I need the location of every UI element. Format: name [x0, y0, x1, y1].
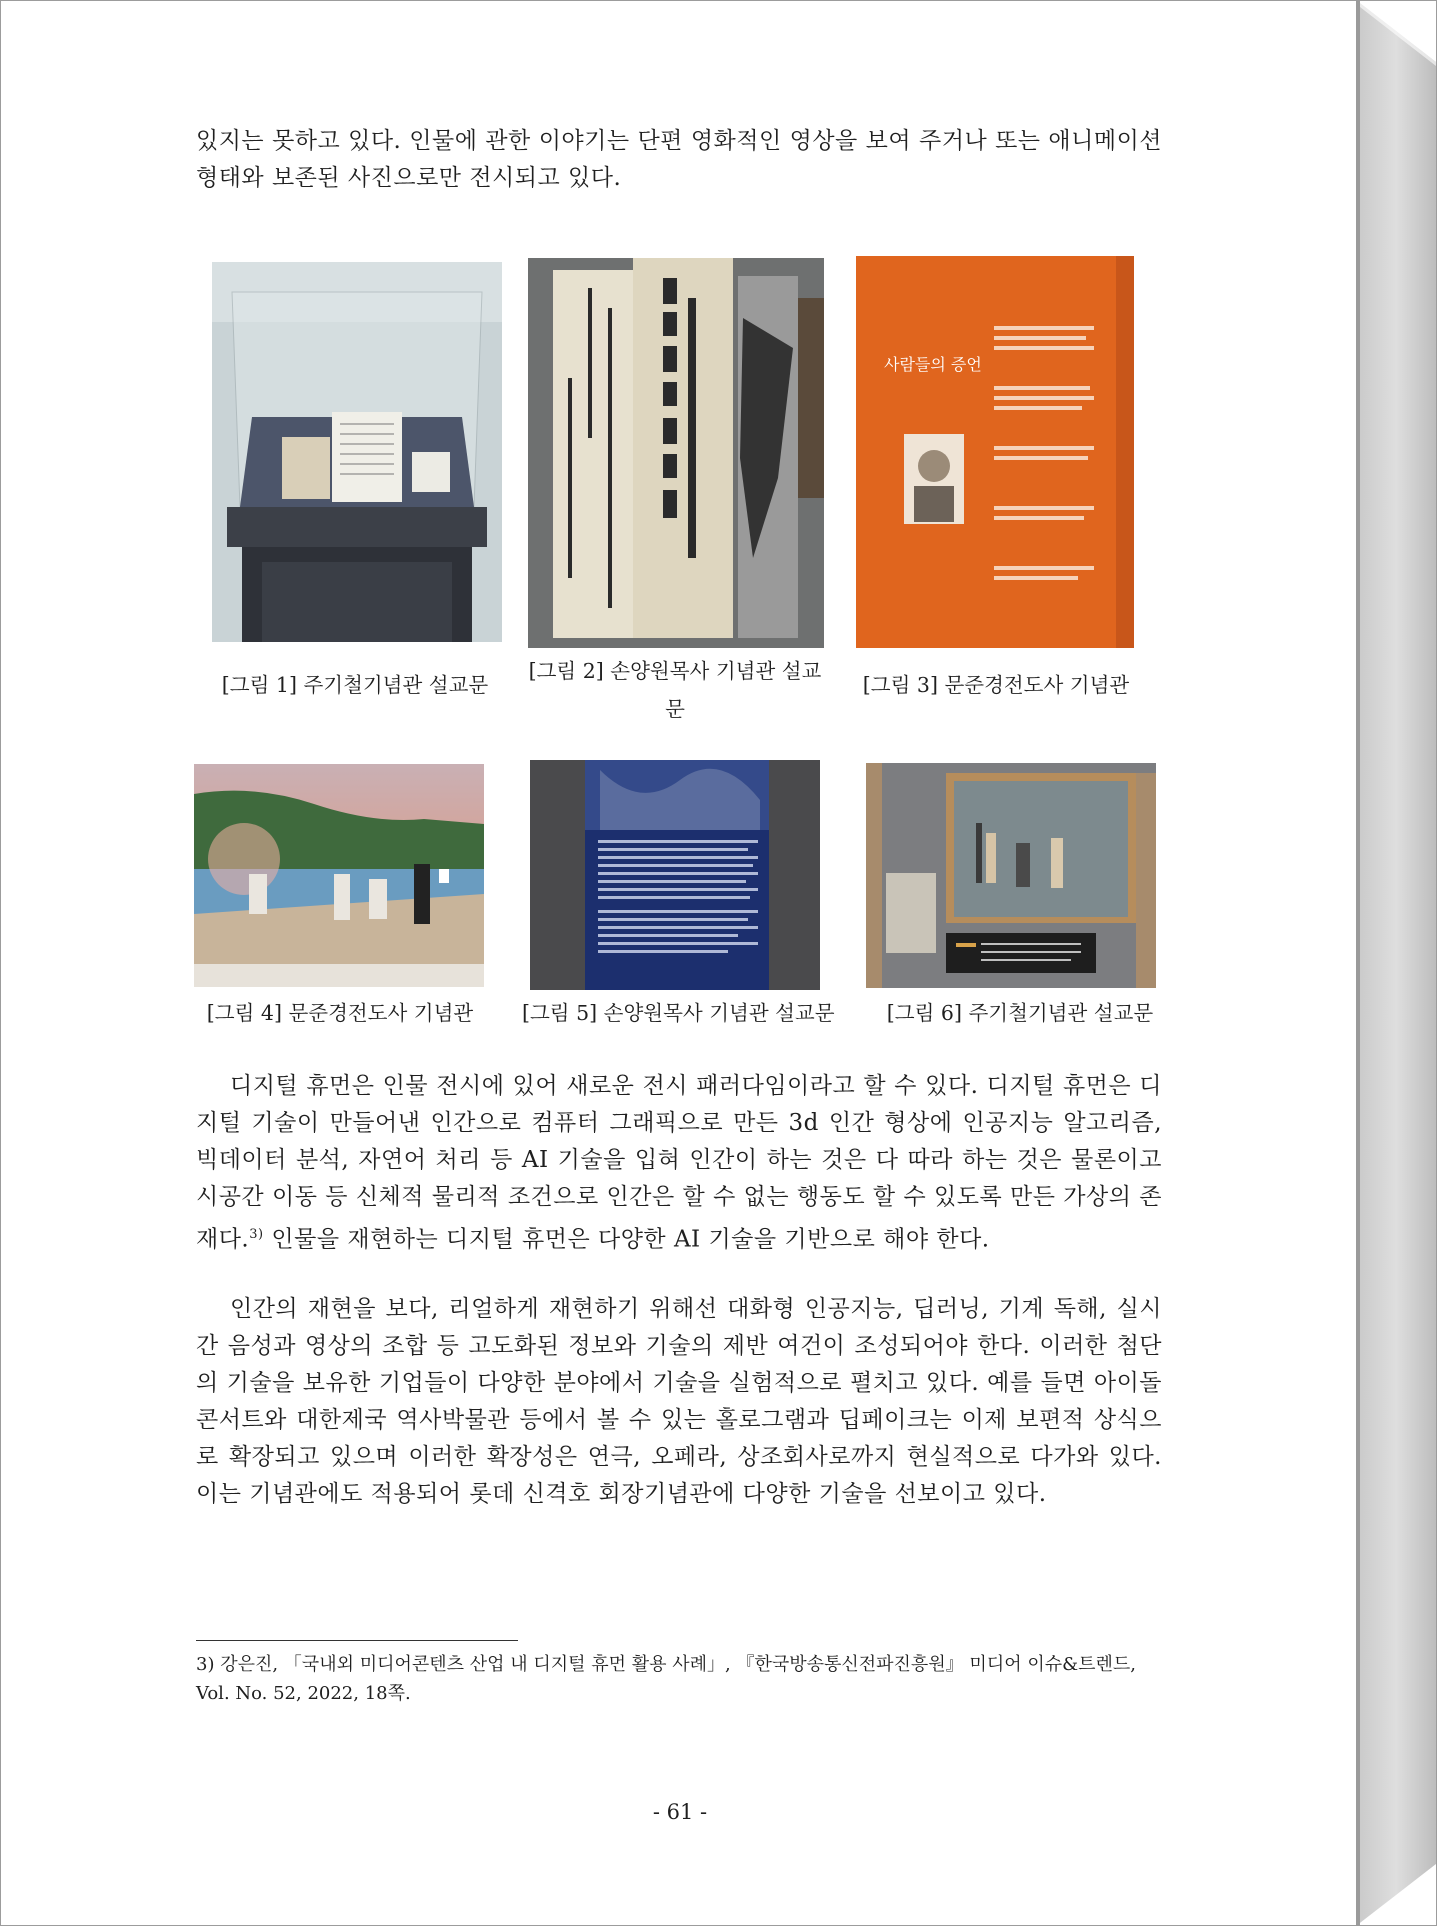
figure-2-caption: [그림 2] 손양원목사 기념관 설교문	[528, 659, 822, 721]
figure-1-photo	[212, 262, 502, 642]
figure-2-photo	[528, 258, 824, 648]
footnote-divider	[196, 1640, 518, 1641]
prison-diorama-icon	[866, 763, 1156, 988]
figure-6-photo	[866, 763, 1156, 988]
figure-3-caption: [그림 3] 문준경전도사 기념관	[862, 673, 1130, 697]
footnote-marker[interactable]: 3)	[249, 1227, 264, 1242]
orange-testimony-wall-icon	[856, 256, 1134, 648]
figure-4-caption: [그림 4] 문준경전도사 기념관	[206, 1001, 474, 1025]
figure-5-caption: [그림 5] 손양원목사 기념관 설교문	[522, 1001, 835, 1025]
figure-3-photo	[856, 256, 1134, 648]
paragraph-1-tail: 인물을 재현하는 디지털 휴먼은 다양한 AI 기술을 기반으로 해야 한다.	[263, 1226, 990, 1253]
paragraph-2: 인간의 재현을 보다, 리얼하게 재현하기 위해선 대화형 인공지능, 딥러닝, 기계 독해, 실시간 음성과 영상의 조합 등 고도화된 정보와 기술의 제반 여건이 조성되어야 한다. 이러한 첨단의 기술을 보유한 기업들이 다양한 분야에서 기술을 실험적으로 펼치고 있다. 예를 들면 아이돌 콘서트와 대한제국 역사박물관 등에서 볼 수 있는 홀로그램과 딥페이크는 이제 보편적 상식으로 확장되고 있으며 이러한 확장성은 연극, 오페라, 상조회사로까지 현실적으로 다가와 있다. 이는 기념관에도 적용되어 롯데 신격호 회장기념관에 다양한 기술을 선보이고 있다.	[196, 1296, 1162, 1507]
beach-diorama-icon	[194, 764, 484, 987]
figure-6-caption: [그림 6] 주기철기념관 설교문	[886, 1001, 1154, 1025]
paragraph-top: 있지는 못하고 있다. 인물에 관한 이야기는 단편 영화적인 영상을 보여 주거나 또는 애니메이션 형태와 보존된 사진으로만 전시되고 있다.	[196, 128, 1162, 191]
figure-4-photo	[194, 764, 484, 987]
paragraph-1-text: 디지털 휴먼은 인물 전시에 있어 새로운 전시 패러다임이라고 할 수 있다. 디지털 휴먼은 디지털 기술이 만들어낸 인간으로 컴퓨터 그래픽으로 만든 3d 인간 형상에 인공지능 알고리즘, 빅데이터 분석, 자연어 처리 등 AI 기술을 입혀 인간이 하는 것은 다 따라 하는 것은 물론이고 시공간 이동 등 신체적 물리적 조건으로 인간은 할 수 없는 행동도 할 수 있도록 만든 가상의 존재다.	[196, 1073, 1162, 1253]
paragraph-1	[196, 1068, 1162, 1259]
calligraphy-scrolls-icon	[528, 258, 824, 648]
glass-display-case-icon	[212, 262, 502, 642]
figure-5-photo	[530, 760, 820, 990]
lit-panel-icon	[530, 760, 820, 990]
page-number: - 61 -	[652, 1800, 708, 1824]
figure-3-photo-title: 사람들의 증언	[884, 355, 982, 374]
figure-1-caption: [그림 1] 주기철기념관 설교문	[221, 673, 489, 697]
footnote: 3) 강은진, 「국내외 미디어콘텐츠 산업 내 디지털 휴먼 활용 사례」, 『한국방송통신전파진흥원』 미디어 이슈&트렌드, Vol. No. 52, 2022, 18쪽.	[196, 1654, 1137, 1704]
book-edge	[1356, 0, 1436, 1926]
